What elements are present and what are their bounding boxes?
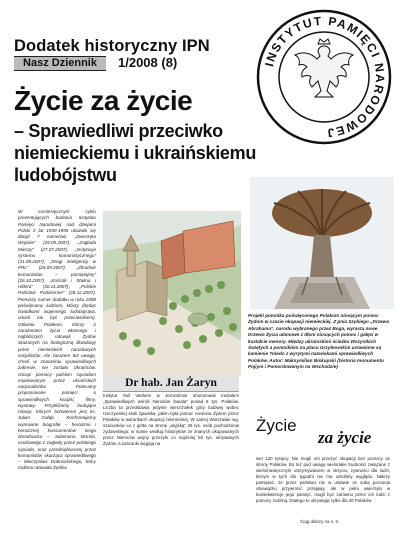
- architecture-model-image: [103, 211, 241, 376]
- article-column-right: wet 120 tysięcy. Nie mogli oni przeżyć okupacji bez pomocy ze strony Polaków. Bo też pod uwagę wielorakie trudności związane z wielomiesięcznym utrzymywaniem w ukryciu, żywności dla ludzi, którym w tych dni tygodni nie ma odrobiny wyglądu. Należy pamiętać, że przez państwo nie w ustawie ze sobą poczucia obowiązku przywrócić przejawy, ale w pełni uwierzyło w konsekwencje jego pamięć, mogli być zarówno przez ich ludzi z pomocy rodziną. Dlatego to ukrywając tylko dla 20 Polaków: [256, 456, 390, 503]
- intro-text: W comiesięcznym cyklu prezentujących badania Instytutu Pamięci Narodowej nad dziejami Polski z lat 1939-1990 ukazało się dotąd 7 numerów: „Zwierzęta Wojskie” (29.05.2007), „Zagłada Mieszy” (27.07.2007), „Instytucje systemu komunistycznego” (31.08.2007), „Drogi inteligencji w PRL” (28.09.2007), „Zbrodnie komunistów – pamiętajmy” (26.10.2007), „Kościół i Stalina i Hitlera” (30.11.2007), „Polskie Państwo Podziemne” (28.12.2007). Pierwszy numer dodatku w roku 2008 poświęcamy ludziom, którzy (będąc świadkami wojennego ludobójstwa, umieli nie być przeciwnikiem). Głównie Polakom, którzy z narażeniem życia własnego i najbliższych ratowali Żydów skazanych na biologiczną likwidację przez niemieckich narodowych socjalistów. Ale zarazem też uwagę, chroń w znaczeniu sprawiedliwych zakresie, nie zostało Ukraińców, niosąc pomocy polskim sąsiadom mordowanym przez ukraińskich nacjonalistów. Polecamy proponowane pamięci o sprawiedliwych książki, filmy, wystawy. Przybliżamy budujące relacje, których bohaterem jest ks. Julian Gołąb. Konfrontujemy wymowne biografie – heroizmu i heroicznej konsumentów niego zbrodniarza – Salomona Morela, osobowego z zagłady przez polskiego sąsiada, oraz przedsiębiorczej przez komunistów skarżąca sprawiedliwego – Mieczysław Dobrzańskiego, który rodzina ratowała Żydów.: [18, 209, 96, 471]
- headline-sub: – Sprawiedliwi przeciwko niemieckiemu i ukraińskiemu ludobójstwu: [14, 121, 257, 185]
- logo-text-a: Życie: [256, 416, 297, 435]
- article-column-middle: Instytut Yad Vashem w Jerozolimie uhonorował medalem „Sprawiedliwych wśród Narodów Świata” ponad 6 tys. Polaków. Liczba ta przedstawia jedynie wierzchołek góry lodowej wobec rzeczywistej skali zjawiska, jakim była pomoc niesiona Żydom przez Polaków w warunkach okupacji niemieckiej. W samej Warszawie wg. szacunków co z getta na stronę „aryjską” 25 tys. osób pochodzenia żydowskiego; w sumie według historyków ze znanych okupowanych przez Niemców wojny przeżyło co najmniej 50 tys. ukrywanych Żydów, a szacunki sięgają na: [103, 393, 239, 446]
- headline-main: Życie za życie: [14, 85, 193, 116]
- supplement-title: Dodatek historyczny IPN: [14, 37, 210, 55]
- issue-number: 1/2008 (8): [118, 55, 178, 70]
- logo-text-b: za życie: [318, 428, 372, 447]
- seal-ring-text: INSTYTUT PAMIĘCI NARODOWEJ: [262, 13, 388, 141]
- author-byline: Dr hab. Jan Żaryn: [103, 376, 239, 392]
- masthead-label: Nasz Dziennik: [14, 56, 106, 71]
- continued-note: Ciąg dalszy na s. II: [300, 519, 339, 524]
- photo-caption: Projekt pomnika poświęconego Polakom niosącym pomoc Żydom w czasie okupacji niemieckiej. Z pnia Szybiego „Drzewo Abrahama”, narodu wybranego przez Boga, wyrasta nowe Drzewo Życia ułamowe z dłoni niosących pomoc i gałęzi w kształcie menory. Między ukrainskimi ścieżka Wszystkich Świętych a pomnikiem na placu Grzybowskim ustawione są kamienie Toledo z wyrytymi nazwiskami sprawiedliwych Polaków. Autor: Maksymilian Biskupski (historia monumentu Pojiym i Pomordowanym na Wschodzie): [248, 313, 390, 370]
- tree-monument-image: [250, 177, 394, 309]
- series-logo: [256, 416, 396, 452]
